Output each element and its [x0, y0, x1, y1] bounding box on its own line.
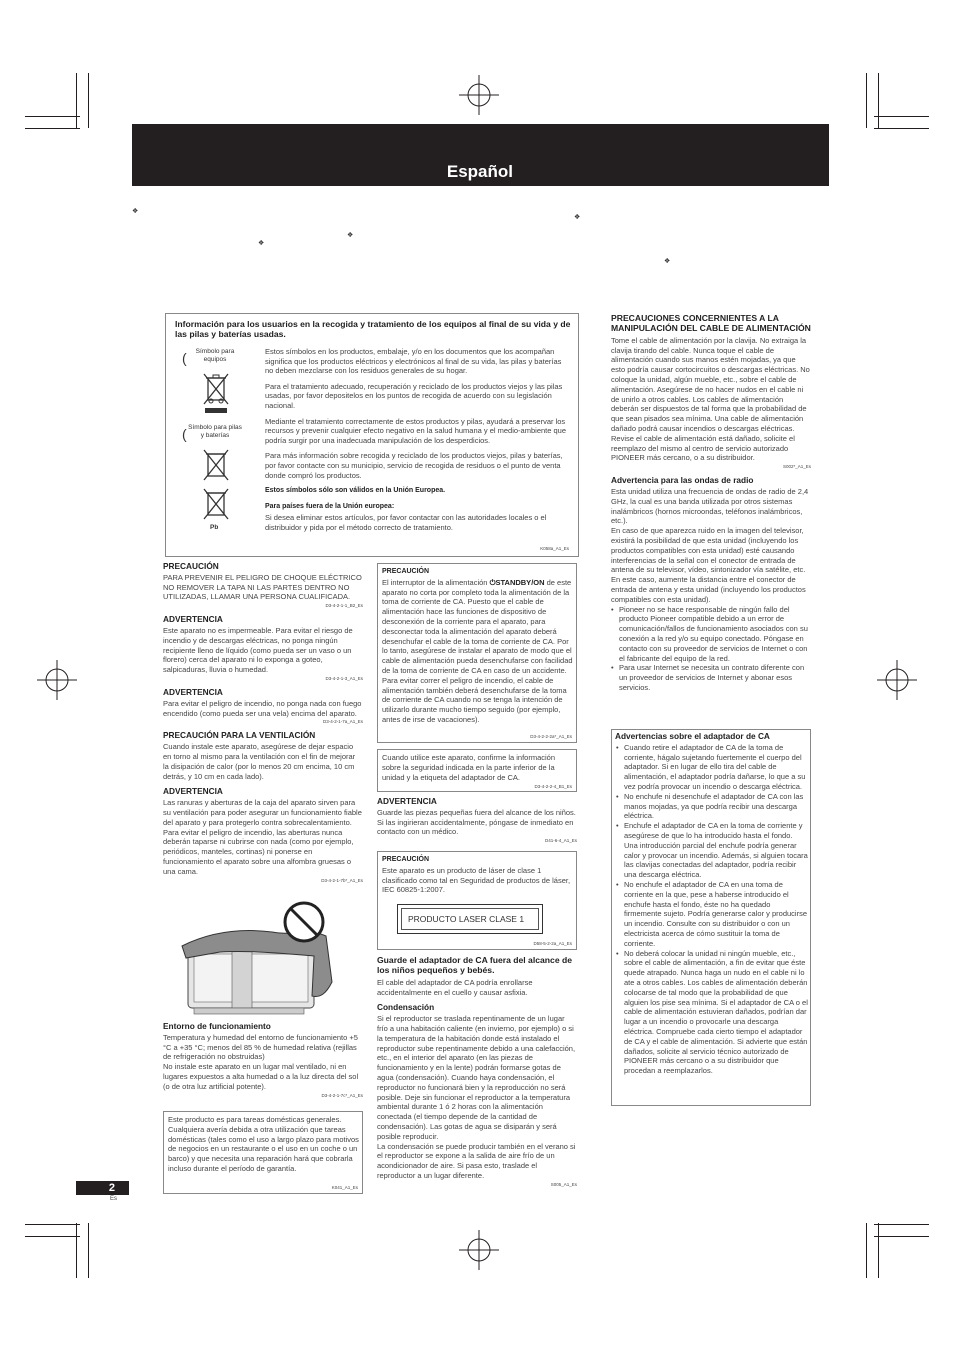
operating-environment-section: [163, 1022, 363, 1105]
crop-mark: [866, 73, 867, 128]
section-heading: Entorno de funcionamiento: [163, 1021, 271, 1031]
section-text: Las ranuras y aberturas de la caja del aparato sirven para su ventilación para poder asegurar un funcionamiento fiable del aparato y para protegerlo contra sobrecalentamiento. Para evitar el peligro de incendio, las aberturas nunca deberán taparse ni cubrirse con nada (como por ejemplo, periódicos, manteles, cortinas) ni ponerse en funcionamiento el aparato sobre una alfombra gruesas o una cama.: [163, 798, 362, 876]
registration-mark-left: [37, 660, 77, 700]
section-text: Este aparato es un producto de láser de clase 1 clasificado como tal en Seguridad de productos de láser, IEC 60825-1:2007.: [382, 865, 571, 895]
safety-info-box: [377, 749, 577, 792]
section-heading: PRECAUCIÓN: [382, 568, 430, 575]
ref-code: S002*_A1_Es: [782, 464, 811, 470]
ref-code: D3-4-2-1-3_A1_Es: [325, 675, 363, 681]
ref-code: D3-4-2-2-2a*_A1_Es: [530, 734, 572, 739]
crop-mark: [866, 1223, 867, 1278]
laser-caution-box: [377, 851, 577, 950]
weee-paragraph: Para el tratamiento adecuado, recuperación y reciclado de los productos viejos y las pilas usadas, por favor depositelos en los puntos de recogida de acuerdo con su legislación nacional.: [265, 381, 563, 410]
column-middle-lower: [377, 955, 577, 1194]
ref-code: K041_A1_Es: [331, 1185, 358, 1190]
section-heading: ADVERTENCIA: [163, 686, 223, 697]
diamond-icon: ❖: [132, 208, 139, 215]
crop-mark: [874, 116, 929, 117]
column-left: [163, 562, 363, 886]
section-text: Para evitar el peligro de incendio, no ponga nada con fuego encendido (como pueda ser una vela) encima del aparato.: [163, 698, 362, 718]
crop-mark: [88, 1223, 89, 1278]
ref-code: K058a_A1_Es: [540, 546, 569, 551]
crop-mark: [878, 1223, 879, 1278]
diamond-icon: ❖: [574, 214, 581, 221]
section-text: En caso de que aparezca ruido en la imagen del televisor, existirá la posibilidad de que esta unidad (incluyendo los productos compatibles con esta unidad) esté causando interferencias de la señal con el conector de entrada de antena de su televisor, vídeo, sintonizador vía satélite, etc.: [611, 526, 806, 575]
section-heading: PRECAUCIÓN: [163, 561, 219, 571]
section-heading: PRECAUCIONES CONCERNIENTES A LA MANIPULACIÓN DEL CABLE DE ALIMENTACIÓN: [611, 313, 811, 334]
ref-code: D3-4-2-1-7c*_A1_Es: [321, 1092, 363, 1098]
section-text: Cuando instale este aparato, asegúrese de dejar espacio en torno al mismo para la ventilación con el fin de mejorar la disipación de calor (por lo menos 20 cm encima, 10 cm detrás, y 10 cm en cada lado).: [163, 742, 356, 781]
weee-info-box: [165, 313, 579, 557]
crop-mark: [874, 1236, 929, 1237]
domestic-use-box: [163, 1111, 363, 1194]
list-item: • Enchufe el adaptador de CA en la toma de corriente y asegúrese de que lo ha introducido hasta el fondo. Una introducción parcial del enchufe podría generar calor y provocar un incendio. Además, si alguien tocara las clavijas conectadas del adaptador, podría recibir una descarga eléctrica.: [624, 821, 808, 880]
weee-paragraph: Si desea eliminar estos artículos, por favor contactar con las autoridades locales o el distribuidor y pida por el método correcto de tratamiento.: [265, 513, 547, 532]
weee-paragraph: Mediante el tratamiento correctamente de estos productos y pilas, ayudará a preservar los recursos y prevenir cualquier efecto negativo en la salud humana y el medio-ambiente que podría surgir por una inadecuada manipulación de los desperdicios.: [265, 416, 567, 445]
list-item: • Pioneer no se hace responsable de ningún fallo del producto Pioneer compatible debido a un error de comunicación/fallos de funcionamiento asociados con su conexión a la red y/o su equipo conectado. Póngase en contacto con su proveedor de servicios de Internet o con el fabricante del equipo de la red.: [619, 605, 811, 664]
section-heading: Advertencia para las ondas de radio: [611, 475, 754, 486]
bullet-list: [615, 743, 808, 1076]
section-text: No instale este aparato en un lugar mal ventilado, ni en lugares expuestos a alta humedad o a la luz directa del sol (o de otra luz artificial potente).: [163, 1062, 359, 1091]
crossed-bin-icon: [201, 448, 231, 482]
section-text: PARA PREVENIR EL PELIGRO DE CHOQUE ELÉCTRICO NO REMOVER LA TAPA NI LAS PARTES DENTRO NO UTILIZADAS, LLAMAR UNA PERSONA CUALIFICADA.: [163, 572, 362, 602]
small-parts-warning: [377, 797, 577, 850]
page-title: Español: [446, 162, 513, 181]
section-text: En este caso, aumente la distancia entre el conector de entrada de antena y esta unidad (incluyendo los productos compatibles con esta unidad).: [611, 575, 806, 604]
section-heading: ADVERTENCIA: [163, 614, 223, 625]
weee-paragraph: Estos símbolos en los productos, embalaje, y/o en los documentos que los acompañan significa que los productos eléctricos y electrónicos al final de su vida, las pilas y baterías no deben mezclarse con los residuos generales de su hogar.: [265, 347, 562, 376]
section-heading: PRECAUCIÓN: [382, 856, 430, 863]
registration-mark-right: [877, 660, 917, 700]
standby-caution-box: [377, 563, 577, 743]
symbol-batteries-label: ( Símbolo para pilas y baterías: [182, 424, 242, 442]
list-item: • Cuando retire el adaptador de CA de la toma de corriente, hágalo sujetando fuertemente el cuerpo del adaptador. Si en lugar de ello tira del cable de alimentación, el adaptador podría dañarse, lo que a su vez podría provocar un incendio o descarga eléctrica.: [624, 743, 808, 792]
ref-code: D3-4-2-1-1_B2_Es: [325, 603, 363, 609]
no-cover-illustration: [180, 898, 362, 1020]
list-item: • No enchufe ni desenchufe el adaptador de CA con las manos mojadas, ya que podría recibir una descarga eléctrica.: [624, 792, 808, 821]
section-text: Temperatura y humedad del entorno de funcionamiento +5 °C a +35 °C; menos del 85 % de humedad relativa (rejillas de refrigeración no obstruidas): [163, 1032, 358, 1062]
section-heading: Advertencias sobre el adaptador de CA: [615, 731, 770, 741]
section-text: Guarde las piezas pequeñas fuera del alcance de los niños. Si las ingirieran accidentalmente, póngase de inmediato en contacto con un médico.: [377, 807, 576, 837]
crossed-bin-icon: [201, 487, 231, 521]
ref-code: D3-4-2-1-7b*_A1_Es: [321, 877, 363, 883]
crossed-bin-icon: [201, 372, 231, 416]
crop-mark: [76, 1223, 77, 1278]
weee-title: Información para los usuarios en la recogida y tratamiento de los equipos al final de su vida y de las pilas y baterías usadas.: [175, 319, 571, 339]
section-text: El cable del adaptador de CA podría enrollarse accidentalmente en el cuello y causar asfixia.: [377, 977, 533, 997]
crop-mark: [874, 1224, 929, 1225]
list-item: • Para usar Internet se necesita un contrato diferente con un proveedor de servicios de Internet y abonar esos servicios.: [619, 663, 811, 692]
laser-class-label: [397, 904, 543, 934]
registration-mark-bottom: [459, 1230, 499, 1270]
ref-code: D3-4-2-1-7a_A1_Es: [322, 719, 363, 725]
standby-key: ⏻STANDBY/ON: [489, 577, 545, 587]
list-item: • No deberá colocar la unidad ni ningún mueble, etc., sobre el cable de alimentación, a fin de evitar que éste quede atrapado. Nunca haga un nudo en el cable ni lo ate a otros cables. Los cables de alimentación deberán colocarse de tal modo que la probabilidad de que alguien los pise sea mínima. Si el adaptador de CA o el cable de alimentación estuvieran dañados, podrían dar lugar a un incendio o provocarle una descarga eléctrica. Compruebe cada cierto tiempo el adaptador de CA y el cable de alimentación. Si advierte que están dañados, solicite al servicio técnico autorizado de PIONEER más cercano o a su distribuidor que procedan a reemplazarlos.: [624, 949, 808, 1076]
section-heading: PRECAUCIÓN PARA LA VENTILACIÓN: [163, 730, 316, 741]
diamond-icon: ❖: [664, 258, 671, 265]
section-text: Este producto es para tareas domésticas generales. Cualquiera avería debida a otra utilización que tareas domésticas (tales como el uso a largo plazo para motivos de negocios en un restaurante o el uso en un coche o un barco) y que necesita una reparación hará que cobrarla incluso durante el período de garantía.: [168, 1115, 359, 1173]
section-heading: Condensación: [377, 1002, 435, 1013]
section-heading: ADVERTENCIA: [377, 796, 437, 806]
list-item: • No enchufe el adaptador de CA en una toma de corriente en la que, pese a haberse introducido el enchufe hasta el fondo, éste no ha quedado firmemente sujeto. Podría generarse calor y producirse un incendio. Consulte con su distribuidor o con un electricista acerca de cómo sustituir la toma de corriente.: [624, 880, 808, 949]
crop-mark: [25, 1224, 80, 1225]
ref-code: D3-4-2-2-4_B1_Es: [534, 784, 572, 789]
section-heading: Guarde el adaptador de CA fuera del alcance de los niños pequeños y bebés.: [377, 955, 573, 976]
page-number: 2: [108, 1182, 115, 1194]
weee-text: [265, 347, 571, 533]
crop-mark: [25, 128, 80, 129]
symbol-equipment-label: ( Símbolo para equipos: [182, 348, 235, 366]
page-lang: Es: [110, 1196, 118, 1202]
section-text: Si el reproductor se traslada repentinamente de un lugar frío a una habitación caliente (en invierno, por ejemplo) o si la temperatura de la habitación donde está instalado el reproductor sube repentinamente debido a una calefacción, etc., en el interior del aparato (en las piezas de funcionamiento y en la lente) podrán formarse gotas de agua (condensación). Cuando haya condensación, el reproductor no funcionará bien y la reproducción no será posible. Deje sin funcionar el reproductor a la temperatura ambiental durante 1 ó 2 horas con la alimentación conectada (el tiempo depende de la cantidad de condensación). Las gotas de agua se disiparán y será posible reproducir.: [377, 1014, 576, 1141]
bullet-list: [611, 605, 811, 693]
ref-code: D41-6-4_A1_Es: [544, 838, 577, 844]
section-text: El interruptor de la alimentación ⏻STANDBY/ON de este aparato no corta por completo toda la alimentación de la toma de corriente de CA. Puesto que el cable de alimentación hace las funciones de dispositivo de desconexión de la corriente para el aparato, para desconectar toda la alimentación del aparato deberá desenchufar el cable de la toma de corriente de CA. Por lo tanto, asegúrese de instalar el aparato de modo que el cable de alimentación pueda desenchufarse con facilidad de la toma de corriente de CA en caso de un accidente. Para evitar correr el peligro de incendio, el cable de alimentación también deberá desenchufarse de la toma de corriente de CA cuando no se tenga la intención de utilizarlo durante mucho tiempo seguido (por ejemplo, antes de irse de vacaciones).: [382, 577, 573, 724]
section-heading: ADVERTENCIA: [163, 786, 223, 797]
weee-paragraph: Estos símbolos sólo son válidos en la Unión Europea.: [265, 487, 446, 495]
weee-paragraph: Para países fuera de la Unión europea:: [265, 502, 395, 510]
crop-mark: [878, 73, 879, 128]
page-number-tab: [76, 1181, 129, 1195]
ref-code: D58-5-2-2a_A1_Es: [533, 941, 572, 946]
column-right: [611, 313, 811, 693]
crop-mark: [25, 116, 80, 117]
diamond-icon: ❖: [258, 240, 265, 247]
section-text: Esta unidad utiliza una frecuencia de ondas de radio de 2,4 GHz, la cual es una banda utilizada por otros sistemas inalámbricos (hornos microondas, teléfonos inalámbricos, etc.).: [611, 486, 809, 526]
section-text: La condensación se puede producir también en el verano si el reproductor se expone a la salida de aire frío de un acondicionador de aire. Si pasa esto, traslade el reproductor a un lugar diferente.: [377, 1141, 576, 1180]
crop-mark: [874, 128, 929, 129]
laser-class-text: PRODUCTO LASER CLASE 1: [401, 908, 539, 930]
crop-mark: [25, 1236, 80, 1237]
header-banner: [132, 124, 829, 186]
crop-mark: [88, 73, 89, 128]
crop-mark: [76, 73, 77, 128]
ac-adapter-warnings-box: [611, 729, 811, 1106]
section-text: Cuando utilice este aparato, confirme la información sobre la seguridad indicada en la parte inferior de la unidad y la etiqueta del adaptador de CA.: [382, 753, 556, 782]
box-content: [382, 567, 574, 725]
box-content: [382, 855, 574, 895]
weee-paragraph: Para más información sobre recogida y reciclado de los productos viejos, pilas y baterías, por favor contacte con su municipio, servicio de recogida de residuos o el punto de venta donde compró los productos.: [265, 451, 563, 480]
pb-label: Pb: [210, 524, 219, 531]
ref-code: S005_A1_Es: [550, 1181, 577, 1187]
section-text: Este aparato no es impermeable. Para evitar el riesgo de incendio y de descargas eléctricas, no ponga ningún recipiente lleno de líquido (como pueda ser un vaso o un florero) cerca del aparato ni lo exponga a goteo, salpicaduras, lluvia o humedad.: [163, 625, 353, 675]
box-content: [615, 732, 808, 1076]
section-text: Tome el cable de alimentación por la clavija. No extraiga la clavija tirando del cable. Nunca toque el cable de alimentación cuando sus manos estén mojadas, ya que esto podría causar cortocircuitos o descargas eléctricas. No coloque la unidad, algún mueble, etc., sobre el cable de alimentación. Asegúrese de no hacer nudos en el cable ni de unirlo a otros cables. Los cables de alimentación deberán ser dispuestos de tal forma que la probabilidad de que sean pisados sea mínima. Una cable de alimentación dañado podrá causar incendios o descargas eléctricas. Revise el cable de alimentación está dañado, solicite el reemplazo del mismo al centro de servicio autorizado PIONEER más cercano, o a su distribuidor.: [611, 335, 810, 463]
registration-mark-top: [459, 75, 499, 115]
diamond-icon: ❖: [347, 232, 354, 239]
